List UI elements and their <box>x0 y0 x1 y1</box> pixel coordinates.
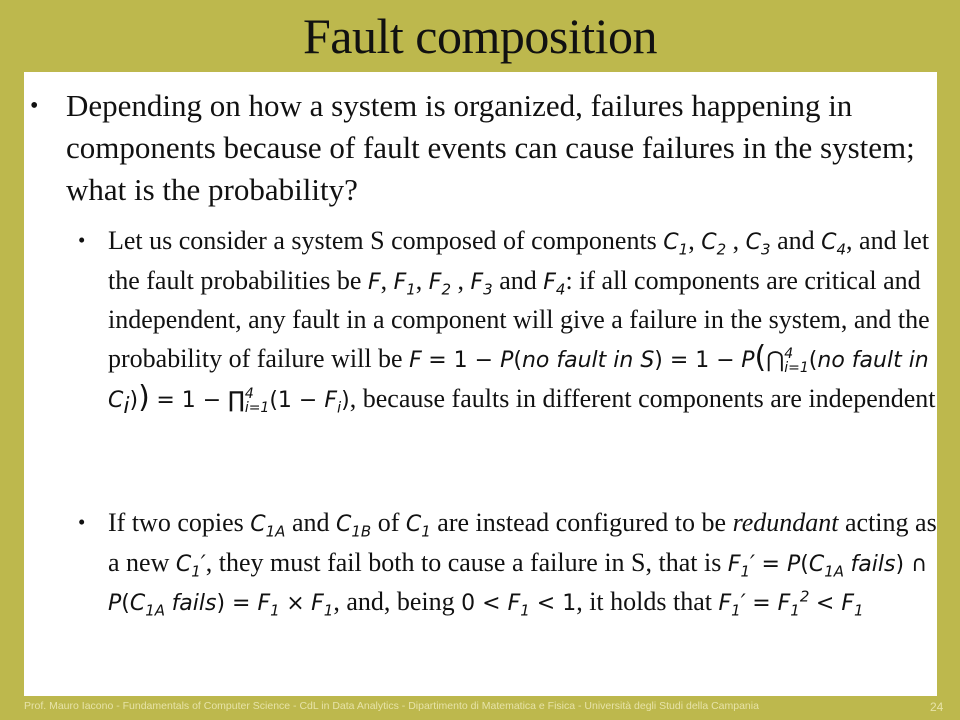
sub2-text-3: of <box>377 508 400 537</box>
sub-bullet-redundant: • If two copies $C_{1A}$ and $C_{1B}$ of $C_1$ are instead configured to be redundant acting as a new $C_1'$, they must fail both to cause a failure in S, that is $F_1' = P(C_{1A}$ fails) ∩ $P(C_{1A}$ fails) = $F_1 \times F_1$, and, being $0 < F_1 < 1$, it holds that $F_1' = F_1^2 < F_1$ <box>108 504 938 623</box>
sub1-text-6: , because faults in different components are independent <box>349 384 936 413</box>
sub-bullet-dot-icon: • <box>78 228 86 252</box>
sub1-text-3: , and let the fault probabilities be <box>108 226 930 295</box>
slide-title: Fault composition <box>303 8 657 64</box>
sub1-text-2: and <box>777 226 815 255</box>
sub1-text-1: Let us consider a system S composed of components <box>108 226 657 255</box>
page-number: 24 <box>930 700 944 714</box>
sub1-text-5: : if all components are critical and independent, any fault in a component will give a failure in the system, and the probability of failure will be <box>108 265 930 373</box>
sub2-text-4: are instead configured to be <box>437 508 727 537</box>
sub-bullet-series-system: • Let us consider a system S composed of components $C_1$, $C_2$ , $C_3$ and $C_4$, and let the fault probabilities be F, $F_1$, $F_2$ , $F_3$ and $F_4$: if all components are critical and independent, any fault in a component will give a failure in the system, and the probability of failure will be F = 1 − P(no fault in S) = 1 − P(⋂ 4 i=1 (no fault in $C_i)) = 1$ − ∏ 4 i=1 $(1 - F_i)$, because faults in different components are independent <box>108 222 938 420</box>
sub2-text-2: and <box>291 508 330 537</box>
sub2-redundant: redundant <box>732 508 839 537</box>
math-fails-1: fails <box>850 551 896 577</box>
sub2-text-9: , it holds that <box>576 587 712 616</box>
slide-content <box>24 72 937 696</box>
sub2-text-8: , and, being <box>333 587 455 616</box>
sub2-text-7: , they must fail both to cause a failure in S, that is <box>205 547 722 577</box>
sub1-text-4: and <box>499 265 537 295</box>
bullet-main <box>30 85 928 211</box>
math-no-fault-ci: no fault in C <box>108 347 929 413</box>
sub2-text-6: acting as a new <box>108 508 937 577</box>
math-no-fault-s: no fault in S <box>521 347 655 373</box>
bullet-main-text: Depending on how a system is organized, failures happening in components because of fault events can cause failures in the system; what is the probability? <box>66 88 915 207</box>
sub2-text-1: If two copies <box>108 508 244 537</box>
math-fails-2: fails <box>171 591 217 616</box>
bullet-dot-icon: • <box>30 93 39 119</box>
sub-bullet-dot-icon: • <box>78 510 86 534</box>
footer-credits: Prof. Mauro Iacono - Fundamentals of Computer Science - CdL in Data Analytics - Dipartimento di Matematica e Fisica - Università degli Studi della Campania <box>24 700 759 712</box>
